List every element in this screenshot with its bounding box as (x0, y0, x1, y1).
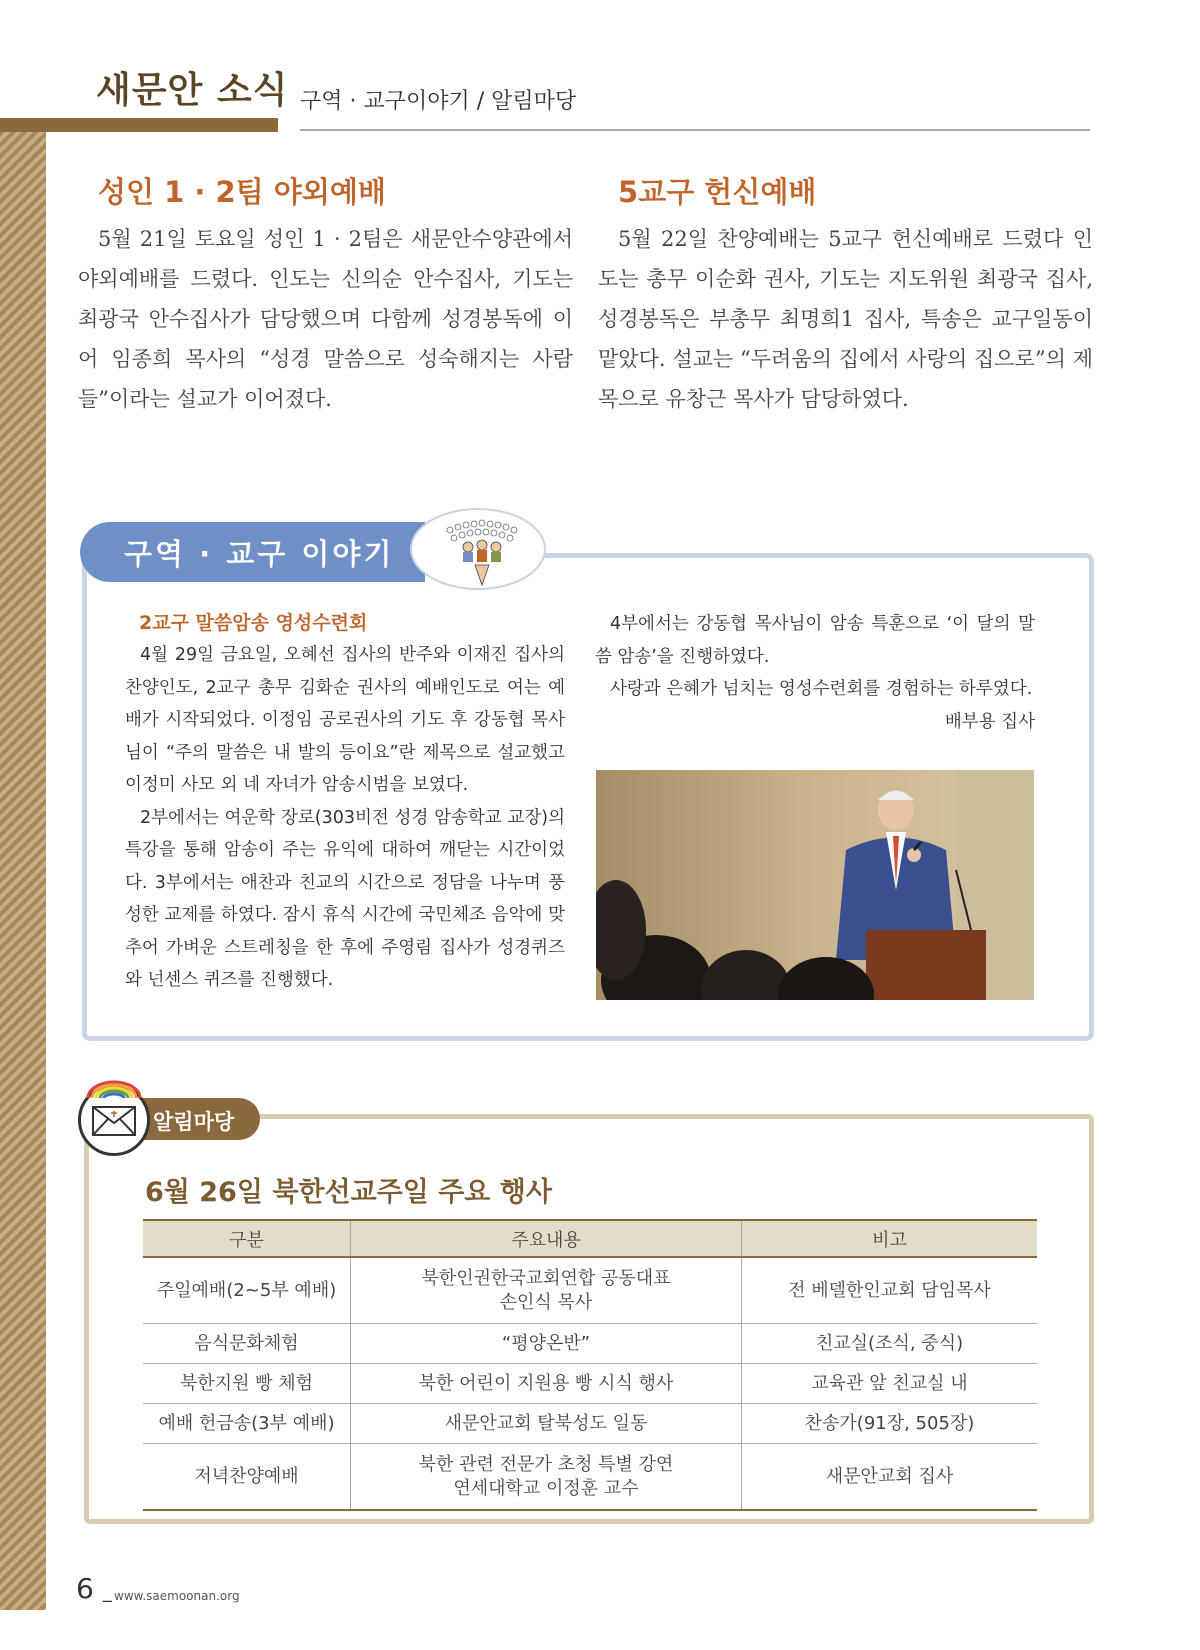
table-cell: 북한인권한국교회연합 공동대표 손인식 목사 (351, 1257, 742, 1324)
article-title: 5교구 헌신예배 (618, 175, 817, 209)
article-dedication-worship (598, 170, 1093, 419)
table-row (143, 1444, 1037, 1511)
table-cell: 주일예배(2~5부 예배) (143, 1257, 351, 1324)
table-header: 비고 (742, 1220, 1038, 1257)
table-row (143, 1364, 1037, 1404)
event-photo (596, 770, 1034, 1000)
story-paragraph: 2부에서는 여운학 장로(303비전 성경 암송학교 교장)의 특강을 통해 암송이 주는 유익에 대하여 깨닫는 시간이었다. 3부에서는 애찬과 친교의 시간으로 정담을 나누며 풍성한 교제를 하였다. 잠시 휴식 시간에 국민체조 음악에 맞추어 가벼운 스트레칭을 한 후에 주영림 집사가 성경퀴즈와 넌센스 퀴즈를 진행했다. (125, 807, 565, 990)
decorative-side-stripe (0, 120, 46, 1610)
article-outdoor-worship (78, 170, 573, 419)
rainbow-icon (86, 1080, 142, 1098)
table-header: 주요내용 (351, 1220, 742, 1257)
event-table (143, 1219, 1037, 1511)
notice-title: 6월 26일 북한선교주일 주요 행사 (145, 1177, 552, 1208)
story-paragraph: 4월 29일 금요일, 오혜선 집사의 반주와 이재진 집사의 찬양인도, 2교구 총무 김화순 권사의 예배인도로 여는 예배가 시작되었다. 이정임 공로권사의 기도 후 강동협 목사님이 “주의 말씀은 내 발의 등이요”란 제목으로 설교했고 이정미 사모 외 네 자녀가 암송시범을 보였다. (125, 645, 565, 795)
story-left-column (125, 608, 565, 997)
table-header: 구분 (143, 1220, 351, 1257)
story-paragraph: 4부에서는 강동협 목사님이 암송 특훈으로 ‘이 달의 말씀 암송’을 진행하였다. (595, 614, 1035, 667)
table-cell: 북한 관련 전문가 초청 특별 강연 연세대학교 이정훈 교수 (351, 1444, 742, 1511)
table-cell: 새문안교회 집사 (742, 1444, 1038, 1511)
table-row (143, 1404, 1037, 1444)
table-cell: 북한 어린이 지원용 빵 시식 행사 (351, 1364, 742, 1404)
table-cell: 예배 헌금송(3부 예배) (143, 1404, 351, 1444)
page-number-value: 6 (76, 1572, 94, 1605)
article-body: 5월 22일 찬양예배는 5교구 헌신예배로 드렸다 인도는 총무 이순화 권사, 기도는 지도위원 최광국 집사, 성경봉독은 부총무 최명희1 집사, 특송은 교구일동이 맡았다. 설교는 “두려움의 집에서 사랑의 집으로”의 제목으로 유창근 목사가 담당하였다. (598, 227, 1093, 411)
footer-url: www.saemoonan.org (114, 1589, 240, 1603)
table-cell: 저녁찬양예배 (143, 1444, 351, 1511)
table-row (143, 1257, 1037, 1324)
header-divider (300, 129, 1090, 131)
table-cell: 북한지원 빵 체험 (143, 1364, 351, 1404)
story-paragraph: 사랑과 은혜가 넘치는 영성수련회를 경험하는 하루였다. (610, 679, 1033, 699)
story-author: 배부용 집사 (944, 711, 1035, 732)
table-cell: 새문안교회 탈북성도 일동 (351, 1404, 742, 1444)
table-cell: 교육관 앞 친교실 내 (742, 1364, 1038, 1404)
article-title: 성인 1 · 2팀 야외예배 (98, 175, 386, 209)
section-title: 새문안 소식 (96, 70, 289, 111)
section-subtitle: 구역 · 교구이야기 / 알림마당 (300, 89, 577, 114)
crowd-illustration (430, 505, 540, 595)
header-accent-bar (0, 118, 278, 132)
story-heading: 2교구 말씀암송 영성수련회 (139, 612, 368, 634)
story-right-column (595, 608, 1035, 738)
table-cell: 전 베델한인교회 담임목사 (742, 1257, 1038, 1324)
page-number-separator: _ (102, 1582, 112, 1603)
table-cell: “평양온반” (351, 1324, 742, 1364)
table-cell: 찬송가(91장, 505장) (742, 1404, 1038, 1444)
table-row (143, 1324, 1037, 1364)
article-body: 5월 21일 토요일 성인 1 · 2팀은 새문안수양관에서 야외예배를 드렸다. 인도는 신의순 안수집사, 기도는 최광국 안수집사가 담당했으며 다함께 성경봉독에 이어 임종희 목사의 “성경 말씀으로 성숙해지는 사람들”이라는 설교가 이어졌다. (78, 227, 573, 411)
story-tab-label: 구역 · 교구 이야기 (124, 537, 395, 571)
table-cell: 친교실(조식, 중식) (742, 1324, 1038, 1364)
table-cell: 음식문화체험 (143, 1324, 351, 1364)
page-number (76, 1572, 112, 1605)
notice-tab-label: 알림마당 (153, 1110, 235, 1134)
